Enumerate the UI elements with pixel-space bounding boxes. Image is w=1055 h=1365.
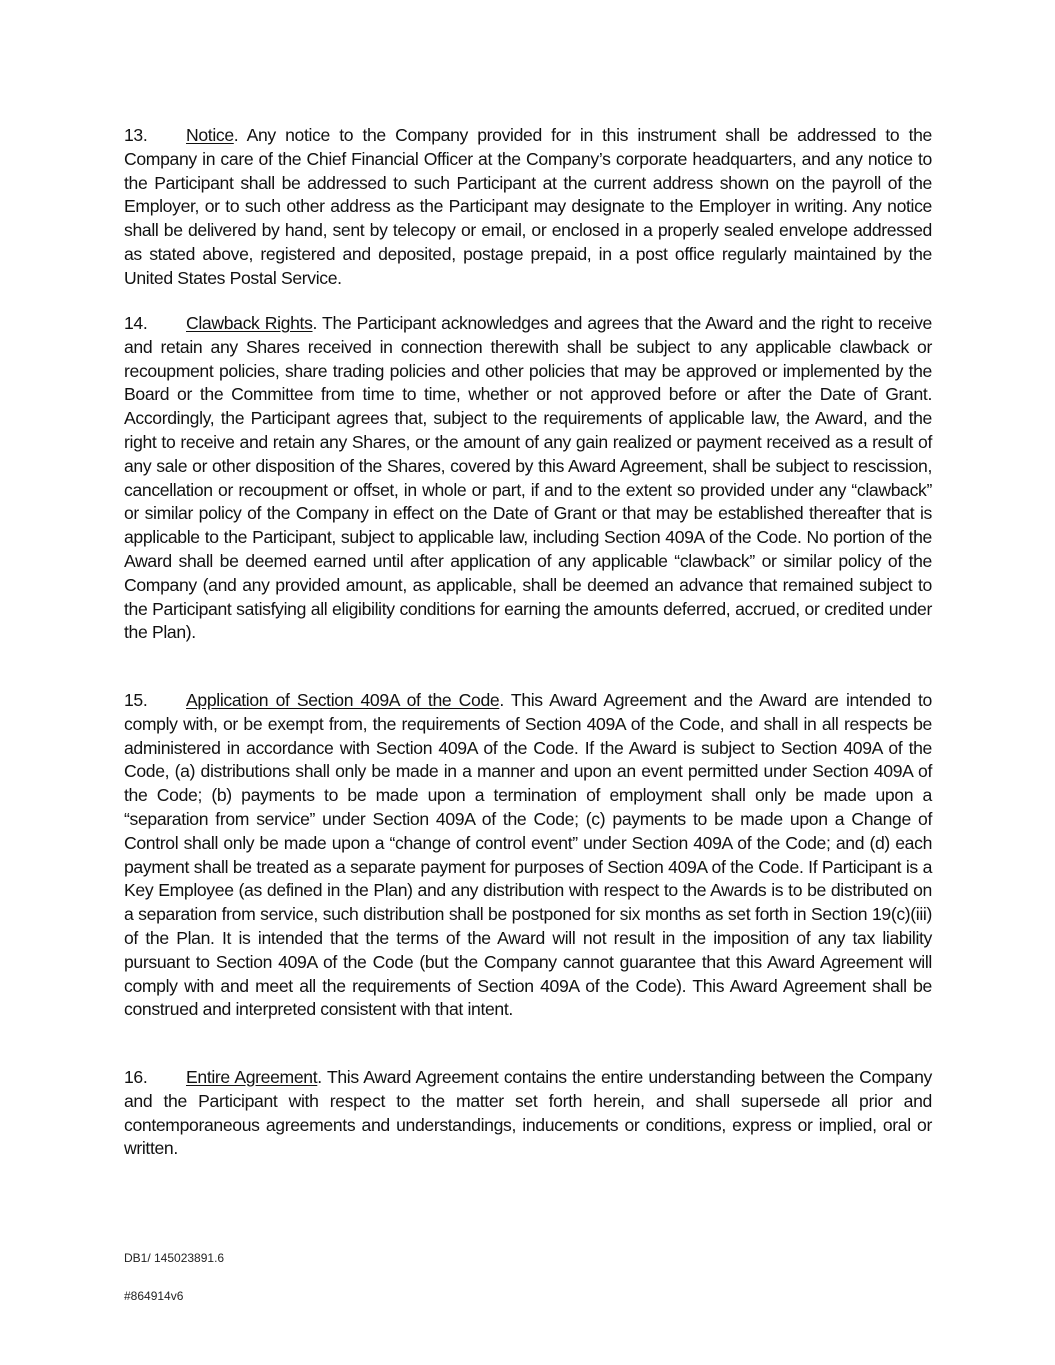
section-body: . This Award Agreement contains the entire understanding between the Company and the Participant with respect to the matter set forth herein, and shall supersede all prior and contemporaneous agreements and understandings, inducements or conditions, express or implied, oral or written. bbox=[124, 1067, 933, 1159]
section-number: 13. bbox=[124, 125, 148, 145]
footer-version-number: #864914v6 bbox=[124, 1289, 184, 1303]
section-body: . This Award Agreement and the Award are intended to comply with, or be exempt from, the requirements of Section 409A of the Code, and shall in all respects be administered in accordance with Section 409A of the Code. If the Award is subject to Section 409A of the Code, (a) distributions shall only be made in a manner and upon an event permitted under Section 409A of the Code; (b) payments to be made upon a termination of employment shall only be made upon a “separation from service” under Section 409A of the Code; (c) payments to be made upon a Change of Control shall only be made upon a “change of control event” under Section 409A of the Code; and (d) each payment shall be treated as a separate payment for purposes of Section 409A of the Code. If Participant is a Key Employee (as defined in the Plan) and any distribution with respect to the Awards is to be distributed on a separation from service, such distribution shall be postponed for six months as set forth in Section 19(c)(iii) of the Plan. It is intended that the terms of the Award will not result in the imposition of any tax liability pursuant to Section 409A of the Code (but the Company cannot guarantee that this Award Agreement will comply with and meet all the requirements of Section 409A of the Code). This Award Agreement shall be construed and interpreted consistent with that intent. bbox=[124, 690, 932, 1020]
section-number: 15. bbox=[124, 690, 148, 710]
footer-document-id: DB1/ 145023891.6 bbox=[124, 1251, 225, 1265]
section-13-notice bbox=[124, 124, 932, 291]
section-body: . Any notice to the Company provided for in this instrument shall be addressed to the Company in care of the Chief Financial Officer at the Company’s corporate headquarters, and any notice to the Participant shall be addressed to such Participant at the current address shown on the payroll of the Employer, or to such other address as the Participant may designate to the Employer in writing. Any notice shall be delivered by hand, sent by telecopy or email, or enclosed in a properly sealed envelope addressed as stated above, registered and deposited, postage prepaid, in a post office regularly maintained by the United States Postal Service. bbox=[124, 125, 932, 288]
section-title: Notice bbox=[186, 125, 234, 145]
section-number: 14. bbox=[124, 313, 148, 333]
section-title: Application of Section 409A of the Code bbox=[186, 690, 500, 710]
section-15-section-409a bbox=[124, 689, 932, 1022]
section-14-clawback-rights bbox=[124, 312, 932, 645]
section-body: . The Participant acknowledges and agrees that the Award and the right to receive and retain any Shares received in connection therewith shall be subject to any applicable clawback or recoupment policies, share trading policies and other policies that may be approved or implemented by the Board or the Committee from time to time, whether or not approved before or after the Date of Grant. Accordingly, the Participant agrees that, subject to the requirements of applicable law, the Award, and the right to receive and retain any Shares, or the amount of any gain realized or payment received as a result of any sale or other disposition of the Shares, covered by this Award Agreement, shall be subject to rescission, cancellation or recoupment or offset, in whole or part, if and to the extent so provided under any “clawback” or similar policy of the Company in effect on the Date of Grant or that may be established thereafter that is applicable to the Participant, subject to applicable law, including Section 409A of the Code. No portion of the Award shall be deemed earned until after application of any applicable “clawback” or similar policy of the Company (and any provided amount, as applicable, shall be deemed an advance that remained subject to the Participant satisfying all eligibility conditions for earning the amounts deferred, accrued, or credited under the Plan). bbox=[124, 313, 932, 643]
section-number: 16. bbox=[124, 1067, 148, 1087]
section-16-entire-agreement bbox=[124, 1066, 932, 1161]
section-title: Entire Agreement bbox=[186, 1067, 318, 1087]
section-title: Clawback Rights bbox=[186, 313, 313, 333]
